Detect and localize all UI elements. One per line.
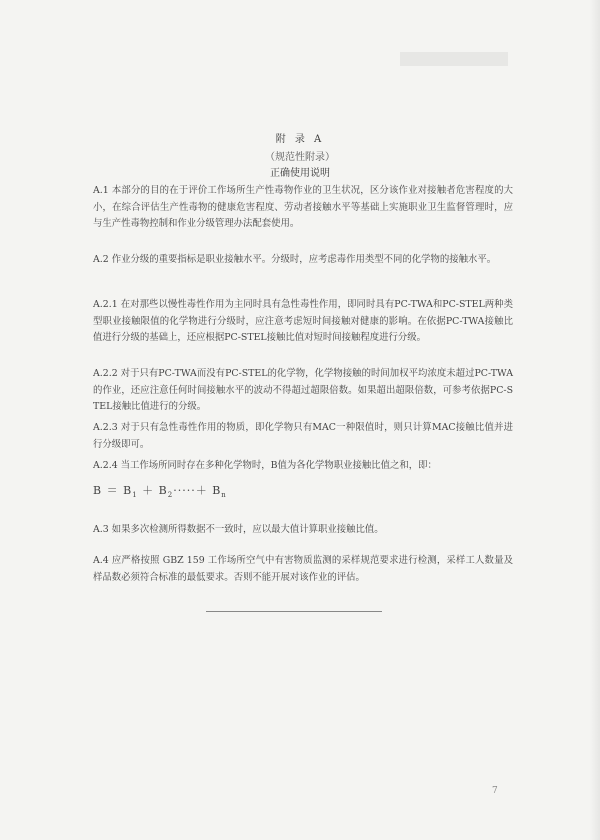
paragraph-a2-3: A.2.3 对于只有急性毒性作用的物质，即化学物只有MAC一种限值时，则只计算MAC接触比值并进行分级即可。 [93,422,513,450]
formula-ellipsis: ····· [173,484,196,497]
formula-sub-n: n [221,491,227,500]
formula-plus-2: ＋ [195,484,208,497]
annex-type: （规范性附录） [265,152,335,163]
formula-term-1: B [123,484,133,497]
faded-stamp [400,52,508,66]
end-rule [206,611,382,612]
formula-sub-2: 2 [167,491,174,500]
paragraph-a2-2: A.2.2 对于只有PC-TWA而没有PC-STEL的化学物，化学物接触的时间加权平均浓度未超过PC-TWA的作业，还应注意任何时间接触水平的波动不得超过超限倍数。如果超出超限倍数，可参考依据PC-STEL接触比值进行的分级。 [93,368,513,412]
formula-term-2: B [158,484,168,497]
paragraph-a3: A.3 如果多次检测所得数据不一致时，应以最大值计算职业接触比值。 [93,524,384,535]
annex-title: 正确使用说明 [270,168,330,179]
paragraph-a2-1: A.2.1 在对那些以慢性毒性作用为主同时具有急性毒性作用，即同时具有PC-TWA和PC-STEL两种类型职业接触限值的化学物进行分级时，应注意考虑短时间接触对健康的影响。在依据PC-TWA接触比值进行分级的基础上，还应根据PC-STEL接触比值对短时间接触程度进行分级。 [93,299,513,343]
formula-sub-1: 1 [132,491,138,500]
formula-lhs: B [93,484,103,497]
formula-plus-1: ＋ [142,484,155,497]
paragraph-a4: A.4 应严格按照 GBZ 159 工作场所空气中有害物质监测的采样规范要求进行检测，采样工人数量及样品数必须符合标准的最低要求。否则不能开展对该作业的评估。 [93,555,513,583]
paragraph-a2-4: A.2.4 当工作场所同时存在多种化学物时，B值为各化学物职业接触比值之和，即： [93,460,437,471]
page-number: 7 [492,786,498,796]
page-edge-shadow [590,0,600,840]
paragraph-a1: A.1 本部分的目的在于评价工作场所生产性毒物作业的卫生状况，区分该作业对接触者危害程度的大小，在综合评估生产性毒物的健康危害程度、劳动者接触水平等基础上实施职业卫生监督管理时，应与生产性毒物控制和作业分级管理办法配套使用。 [93,185,513,229]
formula-equals: ＝ [106,484,119,497]
formula-term-n: B [212,484,222,497]
annex-heading: 附 录 A [275,134,325,145]
paragraph-a2: A.2 作业分级的重要指标是职业接触水平。分级时，应考虑毒作用类型不同的化学物的接触水平。 [93,254,497,265]
formula-b-sum [93,482,227,499]
